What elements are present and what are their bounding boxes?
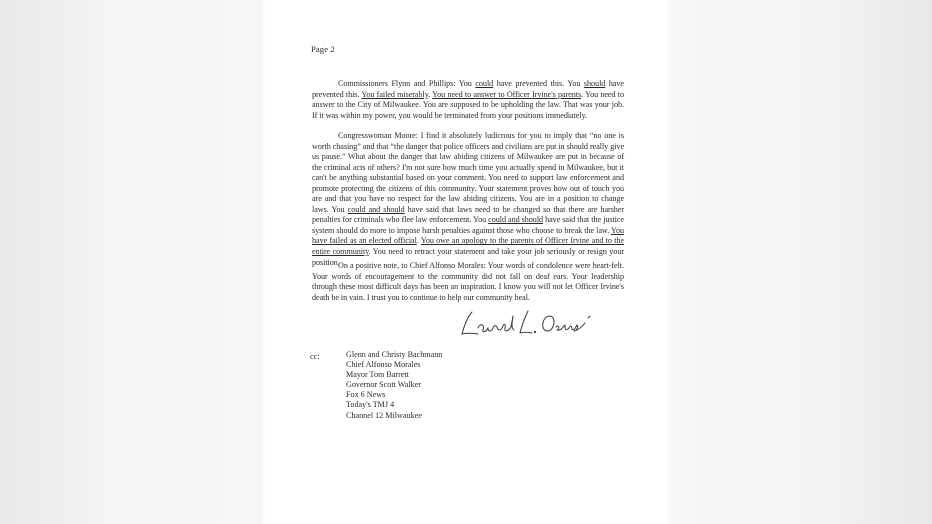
- text-run: Congresswoman Moore: I find it absolutely ludicrous for you to imply that “no one is worth chasing” and that “the danger that police officers and civilians are put in should really give us pause.” What about the danger that law abiding citizens of Milwaukee are put in because of the criminal acts of others? I'm not sure how much time you actually spend in Milwaukee, but it can't be anything substantial based on your comment. You need to support law enforcement and promote protecting the citizens of this community. Your statement proves how out of touch you are and that you have no respect for the law abiding citizens. You are in a position to change laws. You: [312, 131, 624, 214]
- text-run: have prevented this. You: [493, 79, 584, 88]
- text-run: have prevented this.: [312, 79, 624, 99]
- cc-recipient: Chief Alfonso Morales: [346, 360, 421, 370]
- cc-recipient: Today's TMJ 4: [346, 400, 395, 410]
- cc-recipient: Mayor Tom Barrett: [346, 370, 409, 380]
- underlined-text: could: [475, 79, 494, 88]
- paragraph-commissioners: [312, 79, 624, 121]
- underlined-text: You owe an apology to the parents of Officer Irvine and to the entire community: [312, 236, 624, 257]
- underlined-text: should: [583, 79, 606, 88]
- paragraph-chief: On a positive note, to Chief Alfonso Morales: Your words of condolence were heart-felt. Your words of encouragement to the community did not fall on deaf ears. Your leadership through these most difficult days has been an inspiration. I know you will not let Officer Irvine's death be in vain. I trust you to continue to help our community heal.: [312, 261, 624, 302]
- signature: [458, 306, 598, 340]
- text-run: have said that the justice system should do more to impose harsh penalties against those who choose to break the law.: [312, 215, 624, 235]
- underlined-text: could and should: [488, 215, 544, 225]
- underlined-text: could and should: [347, 204, 405, 214]
- underlined-text: You have failed as an elected official: [312, 225, 624, 246]
- cc-recipient: Glenn and Christy Bachmann: [346, 350, 443, 359]
- text-run: have said that laws need to be changed so that there are harsher penalties for criminals who flee law enforcement. You: [312, 204, 625, 225]
- cc-recipient: Governor Scott Walker: [346, 380, 422, 390]
- text-run: .: [416, 236, 421, 246]
- underlined-text: You need to answer to Officer Irvine's parents: [432, 89, 582, 99]
- cc-recipient: Channel 12 Milwaukee: [346, 410, 422, 420]
- text-run: . You need to retract your statement and take your job seriously or resign your position.: [312, 247, 624, 267]
- cc-label: cc:: [310, 352, 320, 361]
- cc-recipient-list: [346, 350, 442, 421]
- paragraph-congresswoman: [312, 131, 624, 268]
- page-number: Page 2: [311, 44, 335, 54]
- cc-recipient: Fox 6 News: [346, 390, 386, 400]
- text-run: .: [428, 89, 433, 99]
- underlined-text: You failed miserably: [361, 89, 429, 99]
- text-run: . You need to answer to the City of Milwaukee. You are supposed to be upholding the law. That was your job. If it was within my power, you would be terminated from your positions immediately.: [312, 89, 624, 120]
- text-run: Commissioners Flynn and Phillips: You: [338, 79, 476, 88]
